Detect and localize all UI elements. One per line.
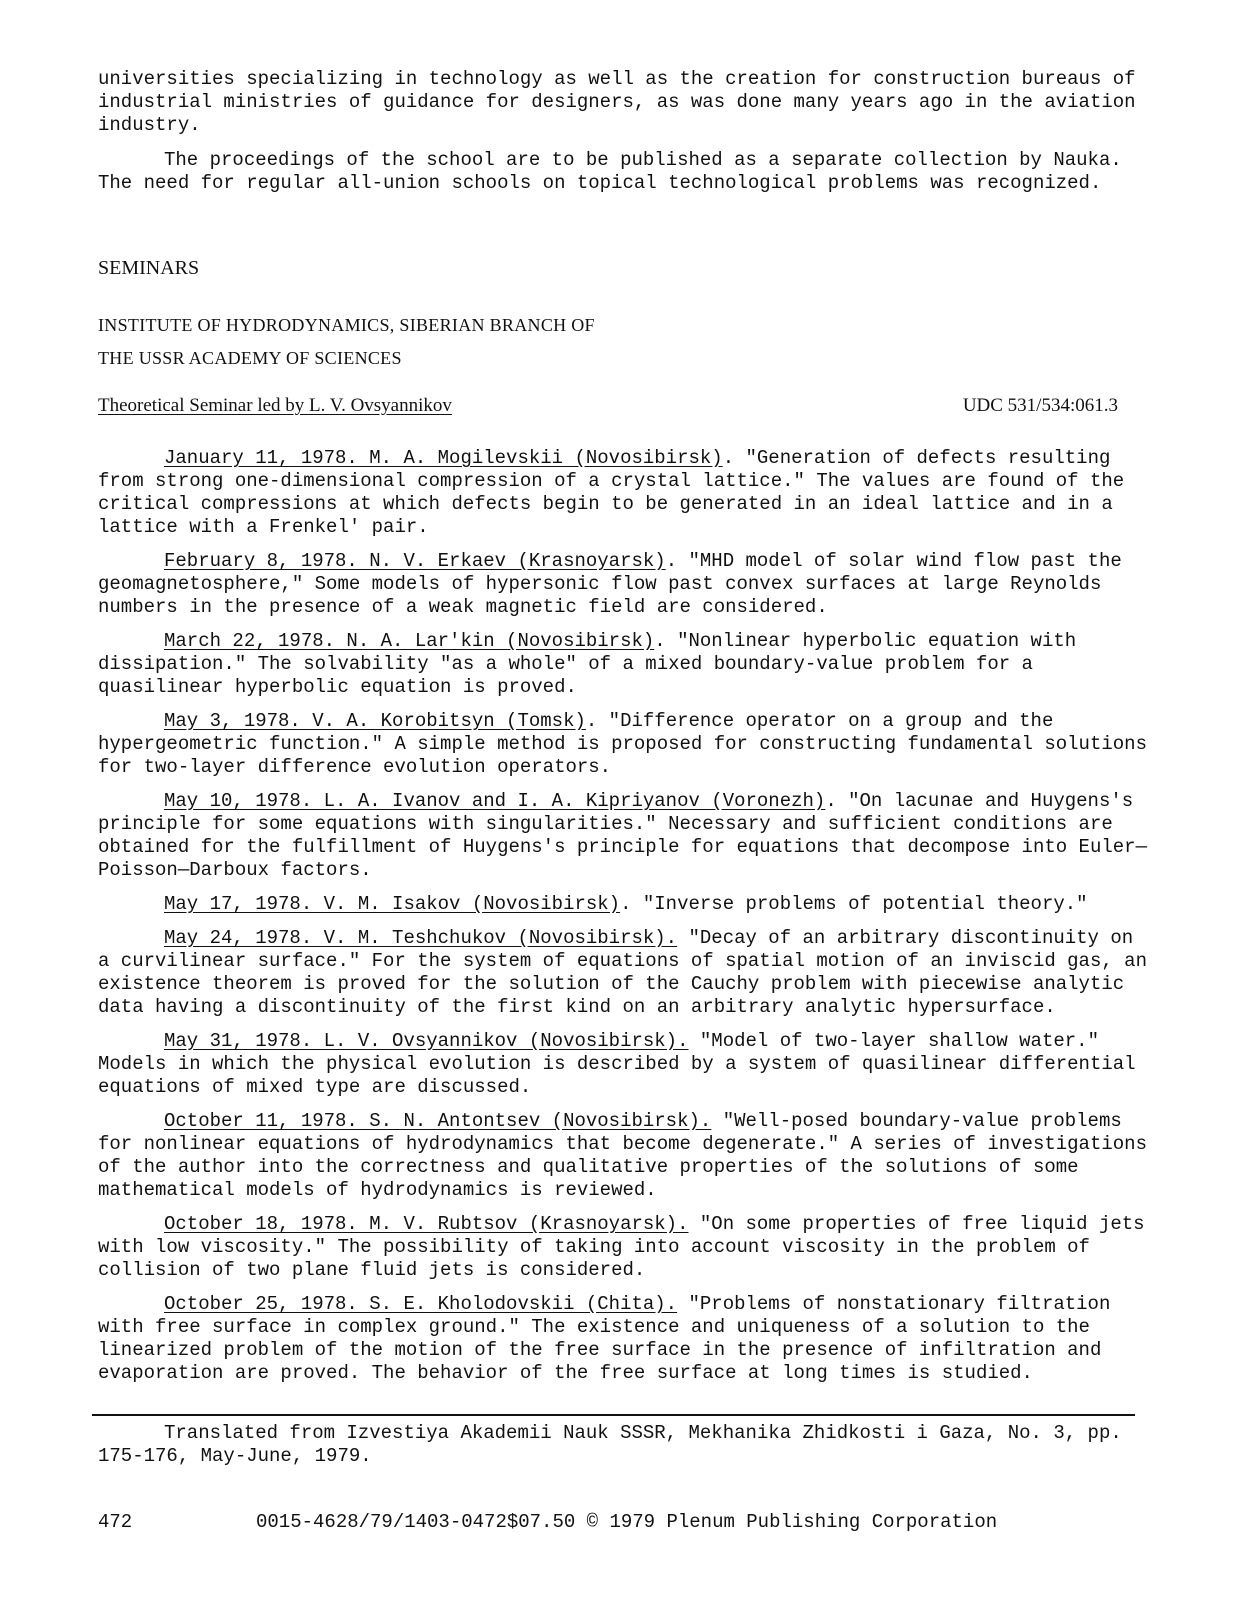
page-number: 472 xyxy=(98,1511,133,1533)
seminar-entry xyxy=(98,1110,1148,1202)
seminar-entry xyxy=(98,1030,1148,1099)
entry-head: February 8, 1978. N. V. Erkaev (Krasnoyarsk) xyxy=(164,550,666,572)
entry-body: "On some properties of free liquid jets with low viscosity." The possibility of taking into account viscosity in the problem of collision of two plane fluid jets is considered. xyxy=(98,1213,1145,1281)
udc-code: UDC 531/534:061.3 xyxy=(962,395,1118,416)
seminar-entry xyxy=(98,1213,1148,1282)
entry-body: . "Inverse problems of potential theory." xyxy=(620,893,1088,915)
entry-body: "Model of two-layer shallow water." Models in which the physical evolution is described by a system of quasilinear differential equations of mixed type are discussed. xyxy=(98,1030,1136,1098)
institute-line-2: THE USSR ACADEMY OF SCIENCES xyxy=(98,348,402,368)
seminar-title: Theoretical Seminar led by L. V. Ovsyannikov xyxy=(98,395,452,416)
intro-paragraph-1: universities specializing in technology as well as the creation for construction bureaus of industrial ministries of guidance for designers, as was done many years ago in the aviation industry. xyxy=(98,68,1136,136)
entry-head: May 31, 1978. L. V. Ovsyannikov (Novosibirsk). xyxy=(164,1030,689,1052)
entry-body: . "Difference operator on a group and the hypergeometric function." A simple method is proposed for constructing fundamental solutions for two-layer difference evolution operators. xyxy=(98,710,1147,778)
entry-body: . "Generation of defects resulting from strong one-dimensional compression of a crystal lattice." The values are found of the critical compressions at which defects begin to be generated in an ideal lattice and in a lattice with a Frenkel' pair. xyxy=(98,447,1125,538)
page-body xyxy=(98,68,1148,1396)
entry-head: October 11, 1978. S. N. Antontsev (Novosibirsk). xyxy=(164,1110,712,1132)
seminar-entry xyxy=(98,927,1148,1019)
footnote-divider xyxy=(92,1414,1135,1416)
entry-head: May 10, 1978. L. A. Ivanov and I. A. Kipriyanov (Voronezh) xyxy=(164,790,826,812)
entry-body: "Problems of nonstationary filtration with free surface in complex ground." The existence and uniqueness of a solution to the linearized problem of the motion of the free surface in the presence of infiltration and evaporation are proved. The behavior of the free surface at long times is studied. xyxy=(98,1293,1111,1384)
publication-line: 0015-4628/79/1403-0472$07.50 © 1979 Plenum Publishing Corporation xyxy=(256,1511,998,1533)
seminar-entry xyxy=(98,790,1148,882)
entry-head: January 11, 1978. M. A. Mogilevskii (Novosibirsk) xyxy=(164,447,723,469)
seminar-entry xyxy=(98,893,1148,916)
entry-body: . "MHD model of solar wind flow past the geomagnetosphere," Some models of hypersonic flow past convex surfaces at large Reynolds numbers in the presence of a weak magnetic field are considered. xyxy=(98,550,1122,618)
entry-body: "Well-posed boundary-value problems for nonlinear equations of hydrodynamics that become degenerate." A series of investigations of the author into the correctness and qualitative properties of the solutions of some mathematical models of hydrodynamics is reviewed. xyxy=(98,1110,1147,1201)
institute-line-1: INSTITUTE OF HYDRODYNAMICS, SIBERIAN BRANCH OF xyxy=(98,315,595,335)
seminar-entries xyxy=(98,447,1148,1385)
seminar-entry xyxy=(98,1293,1148,1385)
seminar-entry xyxy=(98,550,1148,619)
seminar-entry xyxy=(98,447,1148,539)
entry-head: May 17, 1978. V. M. Isakov (Novosibirsk) xyxy=(164,893,621,915)
seminar-entry xyxy=(98,710,1148,779)
entry-body: . "Nonlinear hyperbolic equation with dissipation." The solvability "as a whole" of a mixed boundary-value problem for a quasilinear hyperbolic equation is proved. xyxy=(98,630,1077,698)
entry-head: May 3, 1978. V. A. Korobitsyn (Tomsk) xyxy=(164,710,586,732)
entry-head: October 25, 1978. S. E. Kholodovskii (Chita). xyxy=(164,1293,678,1315)
entry-head: October 18, 1978. M. V. Rubtsov (Krasnoyarsk). xyxy=(164,1213,689,1235)
seminar-header xyxy=(98,394,1148,417)
entry-body: . "On lacunae and Huygens's principle for some equations with singularities." Necessary and sufficient conditions are obtained for the fulfillment of Huygens's principle for equations that decompose into Euler—Poisson—Darboux factors. xyxy=(98,790,1147,881)
entry-head: May 24, 1978. V. M. Teshchukov (Novosibirsk). xyxy=(164,927,678,949)
section-title: SEMINARS xyxy=(98,257,200,279)
intro-paragraph-2: The proceedings of the school are to be published as a separate collection by Nauka. The need for regular all-union schools on topical technological problems was recognized. xyxy=(98,149,1122,194)
entry-head: March 22, 1978. N. A. Lar'kin (Novosibirsk) xyxy=(164,630,655,652)
entry-body: "Decay of an arbitrary discontinuity on a curvilinear surface." For the system of equations of spatial motion of an inviscid gas, an existence theorem is proved for the solution of the Cauchy problem with piecewise analytic data having a discontinuity of the first kind on an arbitrary analytic hypersurface. xyxy=(98,927,1147,1018)
translation-footnote: Translated from Izvestiya Akademii Nauk SSSR, Mekhanika Zhidkosti i Gaza, No. 3, pp. 175-176, May-June, 1979. xyxy=(98,1422,1122,1467)
seminar-entry xyxy=(98,630,1148,699)
